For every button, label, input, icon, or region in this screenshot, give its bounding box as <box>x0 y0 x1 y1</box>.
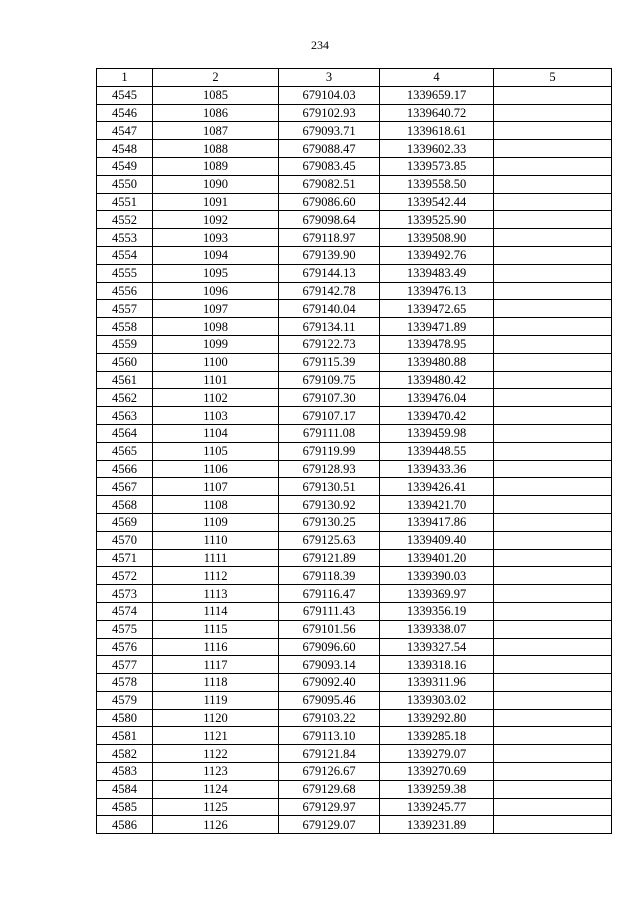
column-header: 5 <box>494 69 612 87</box>
table-cell: 4584 <box>97 780 153 798</box>
table-cell: 1339421.70 <box>380 496 494 514</box>
table-cell: 679144.13 <box>279 264 380 282</box>
table-row <box>97 763 612 781</box>
table-cell <box>494 371 612 389</box>
table-row <box>97 585 612 603</box>
table-cell: 679093.71 <box>279 122 380 140</box>
table-cell: 1091 <box>153 193 279 211</box>
table-cell: 1339433.36 <box>380 460 494 478</box>
table-cell: 1339478.95 <box>380 335 494 353</box>
table-cell: 679088.47 <box>279 140 380 158</box>
table-cell: 1339470.42 <box>380 407 494 425</box>
table-cell: 1339231.89 <box>380 816 494 834</box>
table-cell: 1339356.19 <box>380 602 494 620</box>
table-cell: 4563 <box>97 407 153 425</box>
table-row <box>97 460 612 478</box>
table-cell: 1339472.65 <box>380 300 494 318</box>
table-cell: 4546 <box>97 104 153 122</box>
table-row <box>97 122 612 140</box>
table-body <box>97 86 612 833</box>
column-header: 1 <box>97 69 153 87</box>
table-cell: 1088 <box>153 140 279 158</box>
table-cell: 1339483.49 <box>380 264 494 282</box>
table-cell: 679118.97 <box>279 229 380 247</box>
table-cell: 1118 <box>153 674 279 692</box>
table-cell: 1339327.54 <box>380 638 494 656</box>
table-cell <box>494 798 612 816</box>
table-cell: 679115.39 <box>279 353 380 371</box>
table-row <box>97 442 612 460</box>
table-cell: 1339573.85 <box>380 157 494 175</box>
table-cell: 1112 <box>153 567 279 585</box>
table-cell <box>494 602 612 620</box>
table-cell <box>494 157 612 175</box>
table-cell: 4581 <box>97 727 153 745</box>
table-cell: 679116.47 <box>279 585 380 603</box>
table-cell: 4576 <box>97 638 153 656</box>
table-cell: 1339659.17 <box>380 86 494 104</box>
table-cell <box>494 86 612 104</box>
table-cell: 679093.14 <box>279 656 380 674</box>
table-cell: 4561 <box>97 371 153 389</box>
table-row <box>97 157 612 175</box>
table-cell: 4557 <box>97 300 153 318</box>
table-row <box>97 211 612 229</box>
table-cell: 4551 <box>97 193 153 211</box>
coordinates-table <box>96 68 612 834</box>
table-row <box>97 335 612 353</box>
table-cell <box>494 513 612 531</box>
table-cell: 1102 <box>153 389 279 407</box>
table-cell: 1113 <box>153 585 279 603</box>
table-cell: 1122 <box>153 745 279 763</box>
table-cell: 1339390.03 <box>380 567 494 585</box>
table-row <box>97 674 612 692</box>
table-cell: 1119 <box>153 691 279 709</box>
table-cell: 1339303.02 <box>380 691 494 709</box>
table-cell: 4571 <box>97 549 153 567</box>
table-row <box>97 531 612 549</box>
table-row <box>97 300 612 318</box>
table-cell: 679130.92 <box>279 496 380 514</box>
table-cell <box>494 460 612 478</box>
table-cell <box>494 140 612 158</box>
table-cell <box>494 567 612 585</box>
table-row <box>97 780 612 798</box>
table-cell: 679086.60 <box>279 193 380 211</box>
table-cell: 679125.63 <box>279 531 380 549</box>
table-cell: 679142.78 <box>279 282 380 300</box>
table-cell: 4580 <box>97 709 153 727</box>
table-cell: 4564 <box>97 424 153 442</box>
table-cell <box>494 691 612 709</box>
table-cell: 1339618.61 <box>380 122 494 140</box>
table-cell: 1090 <box>153 175 279 193</box>
column-header: 4 <box>380 69 494 87</box>
table-cell <box>494 389 612 407</box>
table-cell: 1101 <box>153 371 279 389</box>
table-cell <box>494 763 612 781</box>
table-cell: 4553 <box>97 229 153 247</box>
table-cell <box>494 424 612 442</box>
table-cell: 4567 <box>97 478 153 496</box>
table-cell: 4556 <box>97 282 153 300</box>
table-cell: 1093 <box>153 229 279 247</box>
table-cell: 1339448.55 <box>380 442 494 460</box>
table-cell: 679126.67 <box>279 763 380 781</box>
table-cell: 1085 <box>153 86 279 104</box>
table-row <box>97 691 612 709</box>
table-cell <box>494 442 612 460</box>
table-cell <box>494 300 612 318</box>
table-cell: 1106 <box>153 460 279 478</box>
table-cell: 4558 <box>97 318 153 336</box>
table-cell: 1096 <box>153 282 279 300</box>
table-cell <box>494 674 612 692</box>
table-cell: 679119.99 <box>279 442 380 460</box>
table-cell: 679128.93 <box>279 460 380 478</box>
table-cell: 4549 <box>97 157 153 175</box>
table-row <box>97 638 612 656</box>
table-cell: 1339476.13 <box>380 282 494 300</box>
table-cell: 679140.04 <box>279 300 380 318</box>
table-cell: 1339401.20 <box>380 549 494 567</box>
table-row <box>97 798 612 816</box>
table-cell: 1120 <box>153 709 279 727</box>
table-cell: 1339270.69 <box>380 763 494 781</box>
table-cell: 679121.89 <box>279 549 380 567</box>
table-cell: 1111 <box>153 549 279 567</box>
table-cell: 679102.93 <box>279 104 380 122</box>
column-header: 3 <box>279 69 380 87</box>
table-cell: 679092.40 <box>279 674 380 692</box>
table-cell <box>494 478 612 496</box>
table-cell <box>494 318 612 336</box>
table-row <box>97 727 612 745</box>
table-row <box>97 620 612 638</box>
table-cell: 1339471.89 <box>380 318 494 336</box>
table-cell: 1114 <box>153 602 279 620</box>
table-cell: 679103.22 <box>279 709 380 727</box>
table-row <box>97 353 612 371</box>
table-cell <box>494 780 612 798</box>
table-cell: 4562 <box>97 389 153 407</box>
table-cell: 679129.68 <box>279 780 380 798</box>
table-cell: 1339525.90 <box>380 211 494 229</box>
table-cell: 1104 <box>153 424 279 442</box>
table-cell: 4585 <box>97 798 153 816</box>
table-row <box>97 140 612 158</box>
table-cell: 4547 <box>97 122 153 140</box>
table-cell: 679096.60 <box>279 638 380 656</box>
table-cell: 1339480.88 <box>380 353 494 371</box>
table-cell <box>494 656 612 674</box>
table-cell: 679111.08 <box>279 424 380 442</box>
table-cell: 4579 <box>97 691 153 709</box>
table-row <box>97 104 612 122</box>
table-cell: 679083.45 <box>279 157 380 175</box>
table-cell <box>494 496 612 514</box>
table-cell: 679095.46 <box>279 691 380 709</box>
table-cell: 1105 <box>153 442 279 460</box>
table-cell: 4578 <box>97 674 153 692</box>
table-row <box>97 496 612 514</box>
table-cell: 679082.51 <box>279 175 380 193</box>
table-row <box>97 318 612 336</box>
table-row <box>97 264 612 282</box>
table-cell: 1087 <box>153 122 279 140</box>
table-row <box>97 246 612 264</box>
table-row <box>97 478 612 496</box>
table-cell: 679101.56 <box>279 620 380 638</box>
table-row <box>97 567 612 585</box>
header-row <box>97 69 612 87</box>
table-cell: 679098.64 <box>279 211 380 229</box>
table-row <box>97 656 612 674</box>
table-cell: 679129.97 <box>279 798 380 816</box>
table-cell <box>494 816 612 834</box>
table-row <box>97 229 612 247</box>
table-row <box>97 709 612 727</box>
table-cell: 679111.43 <box>279 602 380 620</box>
table-cell: 1110 <box>153 531 279 549</box>
table-cell: 679130.51 <box>279 478 380 496</box>
table-cell: 1339259.38 <box>380 780 494 798</box>
table-cell: 4573 <box>97 585 153 603</box>
table-cell: 1339602.33 <box>380 140 494 158</box>
table-cell: 1109 <box>153 513 279 531</box>
table-cell: 1339245.77 <box>380 798 494 816</box>
table-cell: 1339285.18 <box>380 727 494 745</box>
table-cell: 1339459.98 <box>380 424 494 442</box>
table-cell: 4552 <box>97 211 153 229</box>
table-cell: 1339492.76 <box>380 246 494 264</box>
table-row <box>97 424 612 442</box>
table-cell <box>494 407 612 425</box>
table-cell: 4575 <box>97 620 153 638</box>
table-cell: 1339292.80 <box>380 709 494 727</box>
table-cell <box>494 104 612 122</box>
table-cell <box>494 282 612 300</box>
table-cell: 1107 <box>153 478 279 496</box>
table-cell <box>494 709 612 727</box>
table-cell: 679118.39 <box>279 567 380 585</box>
table-cell: 4577 <box>97 656 153 674</box>
table-cell <box>494 335 612 353</box>
table-cell: 4568 <box>97 496 153 514</box>
table-cell: 679134.11 <box>279 318 380 336</box>
table-cell: 1123 <box>153 763 279 781</box>
table-cell: 1124 <box>153 780 279 798</box>
table-cell: 1339311.96 <box>380 674 494 692</box>
table-cell: 1108 <box>153 496 279 514</box>
table-cell: 679104.03 <box>279 86 380 104</box>
table-cell: 1339417.86 <box>380 513 494 531</box>
table-row <box>97 282 612 300</box>
table-cell: 1126 <box>153 816 279 834</box>
table-cell: 4583 <box>97 763 153 781</box>
table-row <box>97 816 612 834</box>
table-cell: 4555 <box>97 264 153 282</box>
table-row <box>97 549 612 567</box>
table-cell: 1115 <box>153 620 279 638</box>
table-cell: 1097 <box>153 300 279 318</box>
table-cell: 1100 <box>153 353 279 371</box>
table-row <box>97 371 612 389</box>
table-cell: 1339426.41 <box>380 478 494 496</box>
table-cell <box>494 175 612 193</box>
table-cell <box>494 727 612 745</box>
table-row <box>97 602 612 620</box>
table-cell <box>494 745 612 763</box>
table-cell: 679130.25 <box>279 513 380 531</box>
table-cell: 1339279.07 <box>380 745 494 763</box>
table-cell: 4560 <box>97 353 153 371</box>
table-cell: 4559 <box>97 335 153 353</box>
table-cell <box>494 193 612 211</box>
table-cell: 1116 <box>153 638 279 656</box>
table-cell: 679122.73 <box>279 335 380 353</box>
table-row <box>97 407 612 425</box>
table-cell: 1339318.16 <box>380 656 494 674</box>
table-row <box>97 389 612 407</box>
table-cell: 1092 <box>153 211 279 229</box>
table-cell: 1339558.50 <box>380 175 494 193</box>
table-cell: 4582 <box>97 745 153 763</box>
table-cell: 1094 <box>153 246 279 264</box>
table-cell: 4574 <box>97 602 153 620</box>
table-cell: 1098 <box>153 318 279 336</box>
table-cell: 4550 <box>97 175 153 193</box>
table-row <box>97 745 612 763</box>
table-cell: 4548 <box>97 140 153 158</box>
table-cell <box>494 246 612 264</box>
table-cell <box>494 353 612 371</box>
table-row <box>97 175 612 193</box>
table-cell: 4586 <box>97 816 153 834</box>
table-cell: 1095 <box>153 264 279 282</box>
table-cell: 1339409.40 <box>380 531 494 549</box>
table-row <box>97 513 612 531</box>
table-cell <box>494 620 612 638</box>
table-cell: 679139.90 <box>279 246 380 264</box>
table-cell: 679107.30 <box>279 389 380 407</box>
table-cell: 679129.07 <box>279 816 380 834</box>
table-cell: 679109.75 <box>279 371 380 389</box>
table-row <box>97 86 612 104</box>
table-cell: 4566 <box>97 460 153 478</box>
table-cell: 4572 <box>97 567 153 585</box>
table-cell <box>494 585 612 603</box>
table-cell <box>494 531 612 549</box>
table-cell <box>494 122 612 140</box>
table-cell: 4554 <box>97 246 153 264</box>
table-cell <box>494 264 612 282</box>
table-cell: 1339542.44 <box>380 193 494 211</box>
table-row <box>97 193 612 211</box>
table-cell: 1117 <box>153 656 279 674</box>
table-cell <box>494 211 612 229</box>
table-cell: 1339480.42 <box>380 371 494 389</box>
table-cell: 1121 <box>153 727 279 745</box>
table-cell <box>494 229 612 247</box>
table-cell: 4569 <box>97 513 153 531</box>
column-header: 2 <box>153 69 279 87</box>
table-cell: 1125 <box>153 798 279 816</box>
table-cell: 1339640.72 <box>380 104 494 122</box>
table-cell: 4565 <box>97 442 153 460</box>
table-cell <box>494 549 612 567</box>
table-cell: 1339369.97 <box>380 585 494 603</box>
table-cell: 1103 <box>153 407 279 425</box>
table-cell: 679107.17 <box>279 407 380 425</box>
table-cell: 1086 <box>153 104 279 122</box>
table-cell <box>494 638 612 656</box>
table-cell: 1099 <box>153 335 279 353</box>
table-cell: 1339508.90 <box>380 229 494 247</box>
page-number: 234 <box>311 38 329 52</box>
table-cell: 1339338.07 <box>380 620 494 638</box>
table-cell: 4545 <box>97 86 153 104</box>
table-cell: 679121.84 <box>279 745 380 763</box>
table-cell: 1089 <box>153 157 279 175</box>
table-cell: 1339476.04 <box>380 389 494 407</box>
table-cell: 679113.10 <box>279 727 380 745</box>
table-cell: 4570 <box>97 531 153 549</box>
